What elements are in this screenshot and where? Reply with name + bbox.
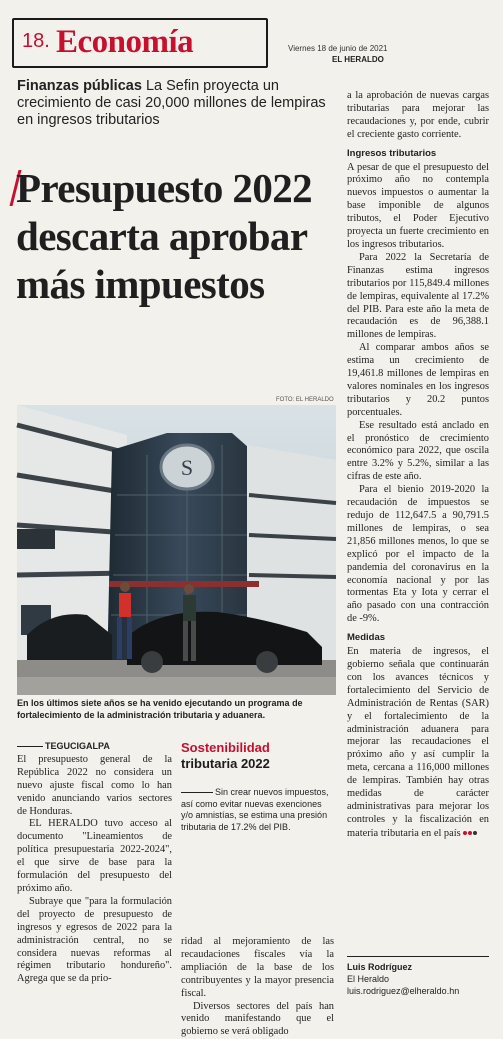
body-paragraph: ridad al mejoramiento de las recaudaciones fiscales vía la ampliación de la base de los contribuyentes y la mayor presencia fiscal.: [181, 936, 334, 999]
author-outlet: El Heraldo: [347, 974, 390, 984]
byline: [347, 956, 489, 997]
body-paragraph: Para 2022 la Secretaría de Finanzas estima ingresos tributarios por 115,849.4 millones de lempiras, equivalente al 17.2% del PIB. Para este año la meta de recaudación es de 96,388.1 millones de lempiras.: [347, 251, 489, 341]
sidebar-box: [181, 740, 334, 833]
newspaper-name: EL HERALDO: [332, 55, 384, 64]
photo-caption: En los últimos siete años se ha venido ejecutando un programa de fortalecimiento de la administración tributaria y aduanera.: [17, 698, 303, 720]
body-paragraph: Diversos sectores del país han venido manifestando que el gobierno se verá obligado: [181, 1000, 334, 1038]
body-paragraph: EL HERALDO tuvo acceso al documento "Lineamientos de política presupuestaria 2022-2024", el que sirve de base para la formulación del presupuesto del próximo año.: [17, 818, 172, 894]
byline-rule: [347, 956, 489, 957]
location: TEGUCIGALPA: [45, 741, 110, 751]
kicker-label: Finanzas públicas: [17, 78, 142, 94]
end-mark-icon: [463, 827, 478, 840]
dateline-paragraph: [17, 740, 172, 754]
location-rule: [17, 746, 43, 747]
author-name: Luis Rodríguez: [347, 962, 412, 972]
article-headline: Presupuesto 2022 descarta aprobar más impuestos: [16, 165, 313, 307]
article-photo: [17, 405, 336, 695]
body-paragraph: a la aprobación de nuevas cargas tributarias para mejorar las recaudaciones y, por ende, cubrir el creciente gasto corriente.: [347, 90, 489, 140]
body-paragraph: Subraye que "para la formulación del proyecto de presupuesto de ingresos y egresos de 2022 para la administración central, no se considera nuevas reformas al régimen tributario hondureño". Agrega que se da prio-: [17, 895, 172, 985]
subheading-ingresos: Ingresos tributarios: [347, 147, 437, 159]
body-paragraph: El presupuesto general de la República 2022 no considera un nuevo ajuste fiscal como lo han venido anunciando varios sectores de Honduras.: [17, 753, 172, 817]
body-column-left: [17, 740, 172, 986]
masthead: [12, 14, 492, 70]
page-number: 18.: [22, 30, 50, 52]
article-kicker: [17, 78, 339, 129]
svg-text:S: S: [180, 455, 194, 480]
body-column-right: [347, 90, 489, 841]
sidebar-kicker: Sostenibilidad: [181, 740, 270, 755]
sidebar-text: Sin crear nuevos impuestos, así como evitar nuevas exenciones y/o amnistías, se estima una presión tributaria de 17.2% del PIB.: [181, 787, 329, 832]
sidebar-rule: [181, 792, 213, 793]
body-paragraph: A pesar de que el presupuesto del próximo año no contempla nuevos impuestos o aumentar la base imponible de algunos tributos, el Poder Ejecutivo proyecta un fuerte crecimiento en los ingresos tributarios.: [347, 161, 489, 250]
body-paragraph: Ese resultado está anclado en el pronóstico de crecimiento económico para 2022, que oscila entre 3.2% y 5.2%, similar a las cifras de este año.: [347, 419, 489, 483]
body-column-middle: [181, 936, 334, 1039]
section-title: Economía: [56, 24, 194, 60]
author-email[interactable]: luis.rodriguez@elheraldo.hn: [347, 986, 460, 996]
section-banner: [12, 18, 268, 68]
sidebar-text-wrap: [181, 787, 334, 833]
body-paragraph: Al comparar ambos años se estima un crecimiento de 19,461.8 millones de lempiras en valores nominales en los ingresos tributarios y 20.2 puntos porcentuales.: [347, 342, 489, 418]
subheading-medidas: Medidas: [347, 632, 386, 644]
body-paragraph-final: [347, 646, 489, 840]
kicker-text: La Sefin proyecta un crecimiento de casi 20,000 millones de lempiras en ingresos tributarios: [17, 78, 326, 128]
issue-date: Viernes 18 de junio de 2021: [288, 44, 388, 53]
photo-credit: FOTO: EL HERALDO: [276, 397, 334, 403]
body-paragraph: Para el bienio 2019-2020 la recaudación de impuestos se redujo de 112,647.5 a 90,791.5 millones de lempiras, o sea 21,856 millones menos, lo que se explicó por el impacto de la pandemia del coronavirus en la economía nacional y por las tormentas Eta y Iota y cerrar el año pasado con una contracción de -9%.: [347, 484, 489, 625]
building-photo-illustration: [17, 405, 336, 695]
sidebar-title: tributaria 2022: [181, 756, 270, 771]
final-paragraph-text: En materia de ingresos, el gobierno señala que continuarán con los avances técnicos y fortalecimiento del Servicio de Administración de Rentas (SAR) y el fortalecimiento de la administración aduanera para mejorar las recaudaciones el próximo año y así cumplir la meta, cercana a 116,000 millones de lempiras. También hay otras medidas de carácter administrativas para mejorar los controles y la fiscalización en materia tributaria en el país: [347, 646, 489, 839]
